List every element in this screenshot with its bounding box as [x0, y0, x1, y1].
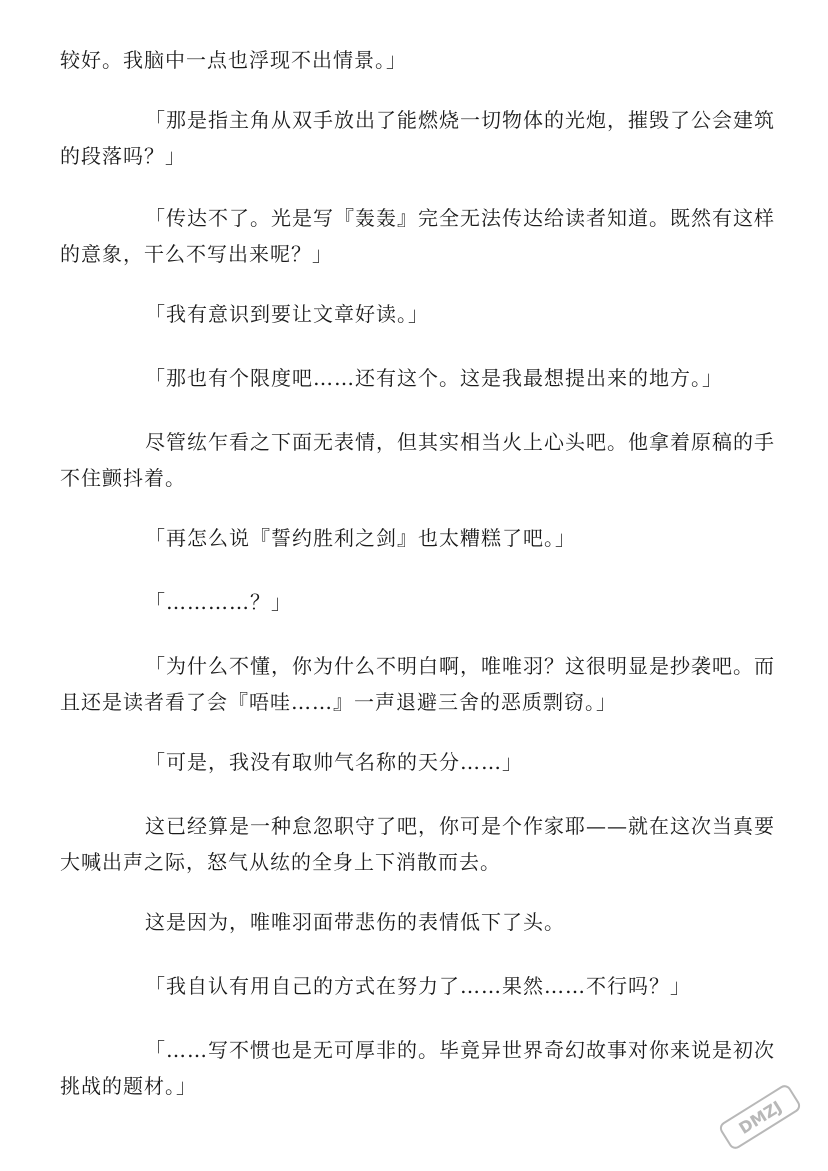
paragraph-continued: 较好。我脑中一点也浮现不出情景。」	[60, 48, 407, 72]
paragraph-dialogue: 「…………？」	[145, 590, 292, 614]
watermark-logo-text: DMZJ	[735, 1096, 786, 1138]
paragraph-dialogue: 「那是指主角从双手放出了能燃烧一切物体的光炮，摧毁了公会建筑的段落吗？」	[60, 108, 775, 168]
paragraph-dialogue: 「我有意识到要让文章好读。」	[145, 302, 429, 326]
paragraph-narration: 这已经算是一种怠忽职守了吧，你可是个作家耶——就在这次当真要大喊出声之际，怒气从纮的全身上下消散而去。	[60, 814, 775, 874]
paragraph-dialogue: 「为什么不懂，你为什么不明白啊，唯唯羽？这很明显是抄袭吧。而且还是读者看了会『唔哇……』一声退避三舍的恶质剽窃。」	[60, 654, 775, 714]
paragraph-dialogue: 「再怎么说『誓约胜利之剑』也太糟糕了吧。」	[145, 526, 576, 550]
watermark-logo	[710, 1077, 810, 1157]
paragraph-dialogue: 「……写不惯也是无可厚非的。毕竟异世界奇幻故事对你来说是初次挑战的题材。」	[60, 1038, 775, 1098]
paragraph-dialogue: 「那也有个限度吧……还有这个。这是我最想提出来的地方。」	[145, 366, 723, 390]
paragraph-dialogue: 「可是，我没有取帅气名称的天分……」	[145, 750, 523, 774]
watermark-logo-icon	[710, 1077, 810, 1157]
paragraph-narration: 这是因为，唯唯羽面带悲伤的表情低下了头。	[145, 910, 565, 934]
paragraph-dialogue: 「我自认有用自己的方式在努力了……果然……不行吗？」	[145, 974, 691, 998]
paragraph-dialogue: 「传达不了。光是写『轰轰』完全无法传达给读者知道。既然有这样的意象，干么不写出来呢？」	[60, 206, 775, 266]
paragraph-narration: 尽管纮乍看之下面无表情，但其实相当火上心头吧。他拿着原稿的手不住颤抖着。	[60, 430, 775, 490]
